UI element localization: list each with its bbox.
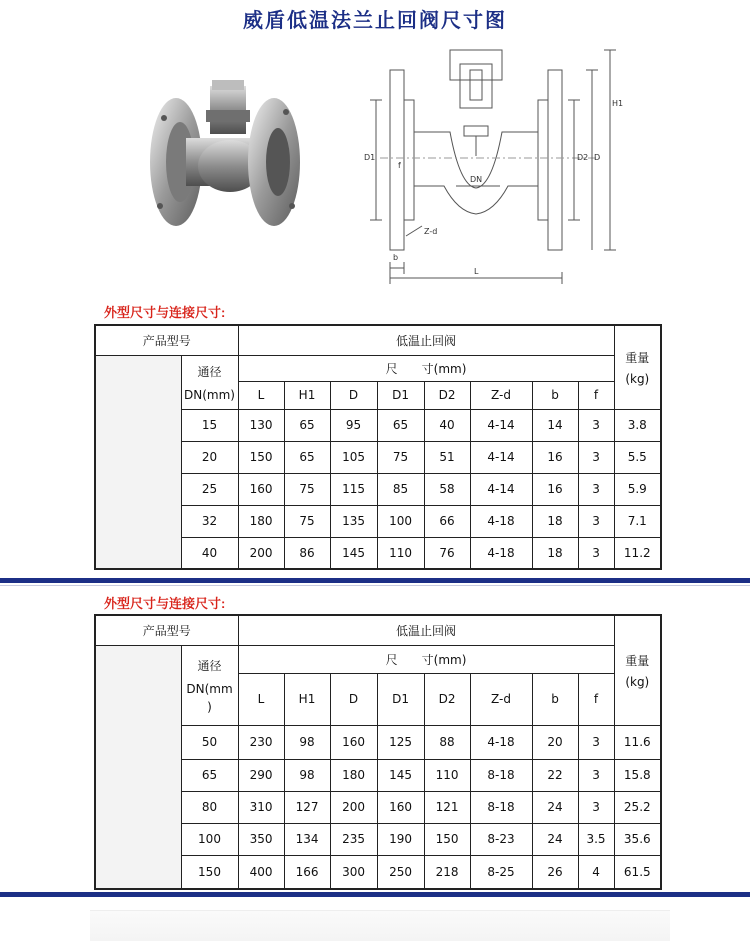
value-cell: 160: [330, 725, 377, 759]
col-header: H1: [284, 381, 330, 409]
value-cell: 8-18: [470, 759, 532, 791]
value-cell: 18: [532, 505, 578, 537]
model-column: [95, 645, 181, 889]
value-cell: 134: [284, 823, 330, 855]
value-cell: 100: [377, 505, 424, 537]
weight-cell: 7.1: [614, 505, 661, 537]
weight-header: 重量 (kg): [614, 325, 661, 409]
value-cell: 110: [377, 537, 424, 569]
value-cell: 115: [330, 473, 377, 505]
value-cell: 121: [424, 791, 470, 823]
value-cell: 98: [284, 725, 330, 759]
value-cell: 65: [284, 409, 330, 441]
valve-photo: [146, 66, 306, 228]
value-cell: 20: [532, 725, 578, 759]
label-f: f: [398, 161, 401, 170]
col-header: b: [532, 381, 578, 409]
value-cell: 4-14: [470, 409, 532, 441]
value-cell: 105: [330, 441, 377, 473]
dn-cell: 32: [181, 505, 238, 537]
value-cell: 4-14: [470, 473, 532, 505]
value-cell: 300: [330, 855, 377, 889]
weight-cell: 25.2: [614, 791, 661, 823]
value-cell: 400: [238, 855, 284, 889]
model-column: [95, 355, 181, 569]
label-d: D: [594, 153, 601, 162]
weight-cell: 5.5: [614, 441, 661, 473]
value-cell: 65: [377, 409, 424, 441]
value-cell: 350: [238, 823, 284, 855]
label-l: L: [474, 267, 479, 276]
value-cell: 166: [284, 855, 330, 889]
dn-cell: 15: [181, 409, 238, 441]
value-cell: 3: [578, 537, 614, 569]
value-cell: 218: [424, 855, 470, 889]
valve-drawing: [360, 36, 640, 284]
col-header: f: [578, 673, 614, 725]
value-cell: 110: [424, 759, 470, 791]
size-label: 尺 寸(mm): [238, 645, 614, 673]
section-title-1: 外型尺寸与连接尺寸:: [104, 305, 226, 320]
value-cell: 160: [377, 791, 424, 823]
value-cell: 51: [424, 441, 470, 473]
dn-cell: 50: [181, 725, 238, 759]
value-cell: 250: [377, 855, 424, 889]
value-cell: 310: [238, 791, 284, 823]
value-cell: 58: [424, 473, 470, 505]
value-cell: 180: [330, 759, 377, 791]
value-cell: 16: [532, 441, 578, 473]
value-cell: 40: [424, 409, 470, 441]
value-cell: 4-14: [470, 441, 532, 473]
value-cell: 3: [578, 759, 614, 791]
dn-cell: 20: [181, 441, 238, 473]
value-cell: 190: [377, 823, 424, 855]
dn-cell: 65: [181, 759, 238, 791]
label-b: b: [393, 253, 399, 262]
weight-cell: 61.5: [614, 855, 661, 889]
value-cell: 3: [578, 791, 614, 823]
value-cell: 98: [284, 759, 330, 791]
value-cell: 3: [578, 505, 614, 537]
weight-cell: 15.8: [614, 759, 661, 791]
weight-cell: 5.9: [614, 473, 661, 505]
value-cell: 88: [424, 725, 470, 759]
value-cell: 145: [377, 759, 424, 791]
col-header: Z-d: [470, 673, 532, 725]
value-cell: 76: [424, 537, 470, 569]
col-header: D2: [424, 381, 470, 409]
value-cell: 24: [532, 791, 578, 823]
value-cell: 3: [578, 441, 614, 473]
faded-table-remnant: [90, 910, 670, 941]
value-cell: 200: [238, 537, 284, 569]
value-cell: 200: [330, 791, 377, 823]
label-zd: Z-d: [424, 227, 438, 236]
weight-cell: 3.8: [614, 409, 661, 441]
dn-cell: 150: [181, 855, 238, 889]
section-divider-thin: [0, 585, 750, 586]
value-cell: 66: [424, 505, 470, 537]
value-cell: 180: [238, 505, 284, 537]
value-cell: 3.5: [578, 823, 614, 855]
col-header: L: [238, 673, 284, 725]
value-cell: 160: [238, 473, 284, 505]
value-cell: 86: [284, 537, 330, 569]
value-cell: 3: [578, 473, 614, 505]
dn-cell: 100: [181, 823, 238, 855]
col-header: D2: [424, 673, 470, 725]
value-cell: 135: [330, 505, 377, 537]
label-h1: H1: [612, 99, 624, 108]
value-cell: 14: [532, 409, 578, 441]
value-cell: 75: [377, 441, 424, 473]
col-header: f: [578, 381, 614, 409]
section-divider: [0, 578, 750, 583]
col-header: D: [330, 673, 377, 725]
col-header: D: [330, 381, 377, 409]
value-cell: 230: [238, 725, 284, 759]
value-cell: 8-18: [470, 791, 532, 823]
value-cell: 18: [532, 537, 578, 569]
value-cell: 4-18: [470, 725, 532, 759]
value-cell: 235: [330, 823, 377, 855]
section-title-2: 外型尺寸与连接尺寸:: [104, 596, 226, 611]
weight-cell: 11.6: [614, 725, 661, 759]
col-header: H1: [284, 673, 330, 725]
value-cell: 26: [532, 855, 578, 889]
value-cell: 24: [532, 823, 578, 855]
product-label: 产品型号: [95, 615, 238, 645]
value-cell: 22: [532, 759, 578, 791]
value-cell: 8-25: [470, 855, 532, 889]
label-d2: D2: [577, 153, 589, 162]
group-label: 低温止回阀: [238, 325, 614, 355]
spec-table-1: [94, 324, 662, 570]
col-header: b: [532, 673, 578, 725]
value-cell: 4-18: [470, 505, 532, 537]
weight-header: 重量 (kg): [614, 615, 661, 725]
dn-cell: 40: [181, 537, 238, 569]
value-cell: 4-18: [470, 537, 532, 569]
value-cell: 95: [330, 409, 377, 441]
col-header: D1: [377, 381, 424, 409]
value-cell: 290: [238, 759, 284, 791]
value-cell: 127: [284, 791, 330, 823]
dn-cell: 25: [181, 473, 238, 505]
col-header: Z-d: [470, 381, 532, 409]
value-cell: 75: [284, 505, 330, 537]
value-cell: 3: [578, 725, 614, 759]
spec-table-2: [94, 614, 662, 890]
dn-header: 通径 DN(mm): [181, 355, 238, 409]
value-cell: 4: [578, 855, 614, 889]
value-cell: 8-23: [470, 823, 532, 855]
value-cell: 75: [284, 473, 330, 505]
group-label: 低温止回阀: [238, 615, 614, 645]
product-label: 产品型号: [95, 325, 238, 355]
value-cell: 125: [377, 725, 424, 759]
weight-cell: 11.2: [614, 537, 661, 569]
section-divider: [0, 892, 750, 897]
size-label: 尺 寸(mm): [238, 355, 614, 381]
value-cell: 150: [424, 823, 470, 855]
label-dn: DN: [470, 175, 483, 184]
value-cell: 130: [238, 409, 284, 441]
value-cell: 65: [284, 441, 330, 473]
dn-header: 通径 DN(mm ): [181, 645, 238, 725]
col-header: D1: [377, 673, 424, 725]
value-cell: 85: [377, 473, 424, 505]
value-cell: 145: [330, 537, 377, 569]
col-header: L: [238, 381, 284, 409]
dn-cell: 80: [181, 791, 238, 823]
weight-cell: 35.6: [614, 823, 661, 855]
value-cell: 150: [238, 441, 284, 473]
page-title: 威盾低温法兰止回阀尺寸图: [243, 8, 507, 32]
label-d1: D1: [364, 153, 376, 162]
value-cell: 16: [532, 473, 578, 505]
value-cell: 3: [578, 409, 614, 441]
